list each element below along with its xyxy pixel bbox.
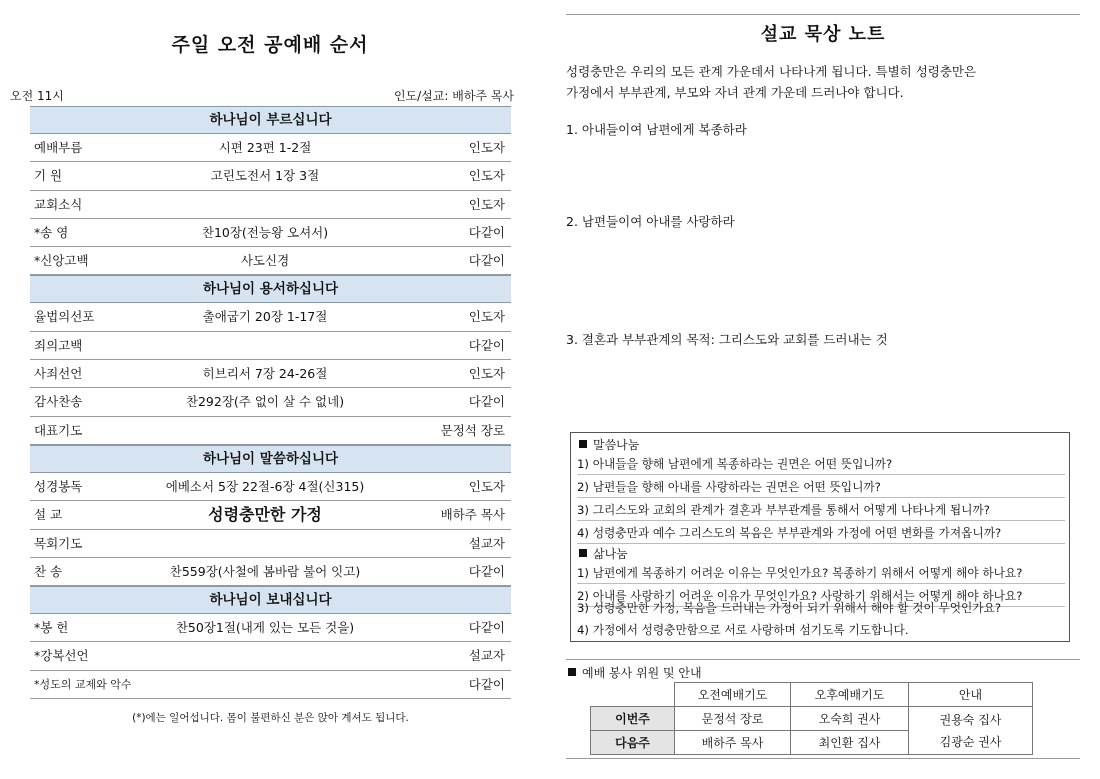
order-row xyxy=(30,501,511,529)
service-time: 오전 11시 xyxy=(10,89,64,103)
question-row: 4) 성령충만과 예수 그리스도의 복음은 부부관계와 가정에 어떤 변화를 가져옵니까? xyxy=(577,523,1065,544)
square-bullet-icon xyxy=(579,549,587,557)
item-content: 고린도전서 1장 3절 xyxy=(210,168,320,184)
item-name: *봉 헌 xyxy=(34,620,69,636)
item-who: 인도자 xyxy=(468,366,505,382)
heading-text: 삶나눔 xyxy=(593,547,628,561)
order-row xyxy=(30,671,511,699)
divider xyxy=(566,659,1080,660)
morning-prayer: 배하주 목사 xyxy=(675,731,791,755)
item-who: 다같이 xyxy=(468,224,505,240)
square-bullet-icon xyxy=(568,668,576,676)
item-name: 기 원 xyxy=(34,168,63,184)
order-row xyxy=(30,247,511,275)
standing-note: (*)에는 일어섭니다. 몸이 불편하신 분은 앉아 계셔도 됩니다. xyxy=(132,712,409,724)
item-who: 다같이 xyxy=(468,253,505,269)
item-who: 설교자 xyxy=(468,648,505,664)
sermon-notes-page xyxy=(560,0,1100,779)
item-content: 사도신경 xyxy=(240,253,290,269)
item-who: 인도자 xyxy=(468,168,505,184)
column-header: 오전예배기도 xyxy=(675,683,791,707)
divider xyxy=(566,14,1080,15)
order-row xyxy=(30,473,511,501)
item-name: 대표기도 xyxy=(34,422,83,438)
heading-text: 예배 봉사 위원 및 안내 xyxy=(582,666,702,680)
item-who: 설교자 xyxy=(468,535,505,551)
order-table xyxy=(30,106,511,699)
square-bullet-icon xyxy=(579,440,587,448)
sermon-title: 성령충만한 가정 xyxy=(208,505,322,525)
item-name: *성도의 교제와 악수 xyxy=(34,677,132,691)
heading-text: 말씀나눔 xyxy=(593,438,640,452)
order-row xyxy=(30,558,511,586)
item-content: 에베소서 5장 22절-6장 4절(신315) xyxy=(165,478,365,494)
item-who: 인도자 xyxy=(468,309,505,325)
order-row xyxy=(30,530,511,558)
item-who: 문정석 장로 xyxy=(440,422,505,438)
section-heading: 하나님이 보내십니다 xyxy=(30,586,511,614)
section-heading: 하나님이 부르십니다 xyxy=(30,106,511,134)
item-who: 인도자 xyxy=(468,478,505,494)
item-who: 인도자 xyxy=(468,196,505,212)
leader-preacher: 인도/설교: 배하주 목사 xyxy=(393,89,514,103)
item-name: *신앙고백 xyxy=(34,253,89,269)
item-who: 다같이 xyxy=(468,563,505,579)
order-row xyxy=(30,360,511,388)
item-content: 찬10장(전능왕 오셔서) xyxy=(201,224,329,240)
order-row xyxy=(30,642,511,670)
section-heading: 하나님이 용서하십니다 xyxy=(30,275,511,303)
item-who: 배하주 목사 xyxy=(440,507,505,523)
item-name: 교회소식 xyxy=(34,196,83,212)
item-who: 다같이 xyxy=(468,676,505,692)
life-sharing-heading xyxy=(579,545,628,562)
order-row xyxy=(30,388,511,416)
sermon-point: 3. 결혼과 부부관계의 목적: 그리스도와 교회를 드러내는 것 xyxy=(566,332,888,347)
intro-line: 가정에서 부부관계, 부모와 자녀 관계 가운데 드러나야 합니다. xyxy=(566,85,904,100)
discussion-box xyxy=(570,432,1070,642)
guide-name: 김광순 권사 xyxy=(939,734,1002,749)
order-row xyxy=(30,219,511,247)
row-label: 다음주 xyxy=(591,731,675,755)
order-row xyxy=(30,417,511,445)
item-name: 설 교 xyxy=(34,507,63,523)
item-name: 죄의고백 xyxy=(34,337,83,353)
intro-line: 성령충만은 우리의 모든 관계 가운데서 나타나게 됩니다. 특별히 성령충만은 xyxy=(566,64,977,79)
afternoon-prayer: 오숙희 권사 xyxy=(791,707,909,731)
row-label: 이번주 xyxy=(591,707,675,731)
column-header: 안내 xyxy=(909,683,1033,707)
item-name: 감사찬송 xyxy=(34,394,83,410)
question-row: 1) 남편에게 복종하기 어려운 이유는 무엇인가요? 복종하기 위해서 어떻게 해야 하나요? xyxy=(577,563,1065,584)
afternoon-prayer: 최인환 집사 xyxy=(791,731,909,755)
order-row xyxy=(30,332,511,360)
order-row xyxy=(30,614,511,642)
item-who: 다같이 xyxy=(468,620,505,636)
item-name: 율법의선포 xyxy=(34,309,95,325)
item-name: 목회기도 xyxy=(34,535,83,551)
item-who: 다같이 xyxy=(468,337,505,353)
question-row: 3) 성령충만한 가정, 복음을 드러내는 가정이 되기 위해서 해야 할 것이 무엇인가요? xyxy=(577,601,1002,615)
notes-title: 설교 묵상 노트 xyxy=(760,24,886,45)
item-content: 찬50장1절(내게 있는 모든 것을) xyxy=(175,620,355,636)
item-content: 찬292장(주 없이 살 수 없네) xyxy=(185,394,345,410)
order-title: 주일 오전 공예배 순서 xyxy=(171,34,369,56)
guide-name: 권용숙 집사 xyxy=(939,712,1002,727)
item-content: 히브리서 7장 24-26절 xyxy=(202,366,328,382)
item-who: 인도자 xyxy=(468,140,505,155)
question-row: 3) 그리스도와 교회의 관계가 결혼과 부부관계를 통해서 어떻게 나타나게 됩니까? xyxy=(577,500,1065,521)
item-who: 다같이 xyxy=(468,394,505,410)
question-row: 2) 아내를 사랑하기 어려운 이유가 무엇인가요? 사랑하기 위해서는 어떻게 해야 하나요? xyxy=(577,586,1065,607)
order-row xyxy=(30,134,511,162)
service-table xyxy=(590,682,1033,755)
sermon-point: 2. 남편들이여 아내를 사랑하라 xyxy=(566,214,735,229)
question-row: 2) 남편들을 향해 아내를 사랑하라는 권면은 어떤 뜻입니까? xyxy=(577,477,1065,498)
worship-order-page xyxy=(0,0,540,779)
item-name: *송 영 xyxy=(34,224,69,240)
order-row xyxy=(30,191,511,219)
item-name: 찬 송 xyxy=(34,563,63,579)
order-row xyxy=(30,162,511,190)
question-row: 4) 가정에서 성령충만함으로 서로 사랑하며 섬기도록 기도합니다. xyxy=(577,623,909,637)
morning-prayer: 문정석 장로 xyxy=(675,707,791,731)
divider xyxy=(566,758,1080,759)
sermon-point: 1. 아내들이여 남편에게 복종하라 xyxy=(566,122,747,137)
question-row: 1) 아내들을 향해 남편에게 복종하라는 권면은 어떤 뜻입니까? xyxy=(577,454,1065,475)
item-name: 성경봉독 xyxy=(34,478,83,494)
word-sharing-heading xyxy=(579,436,639,453)
section-heading: 하나님이 말씀하십니다 xyxy=(30,445,511,473)
item-content: 시편 23편 1-2절 xyxy=(218,140,312,155)
service-heading xyxy=(568,664,702,681)
item-content: 출애굽기 20장 1-17절 xyxy=(202,309,328,325)
table-corner xyxy=(591,683,675,707)
table-header-row xyxy=(591,683,1033,707)
table-row xyxy=(591,707,1033,731)
column-header: 오후예배기도 xyxy=(791,683,909,707)
guide-cell xyxy=(909,707,1033,755)
item-content: 찬559장(사철에 봄바람 불어 잇고) xyxy=(169,563,361,579)
item-name: 사죄선언 xyxy=(34,366,83,382)
order-row xyxy=(30,303,511,331)
item-name: *강복선언 xyxy=(34,648,89,664)
item-name: 예배부름 xyxy=(34,140,83,155)
